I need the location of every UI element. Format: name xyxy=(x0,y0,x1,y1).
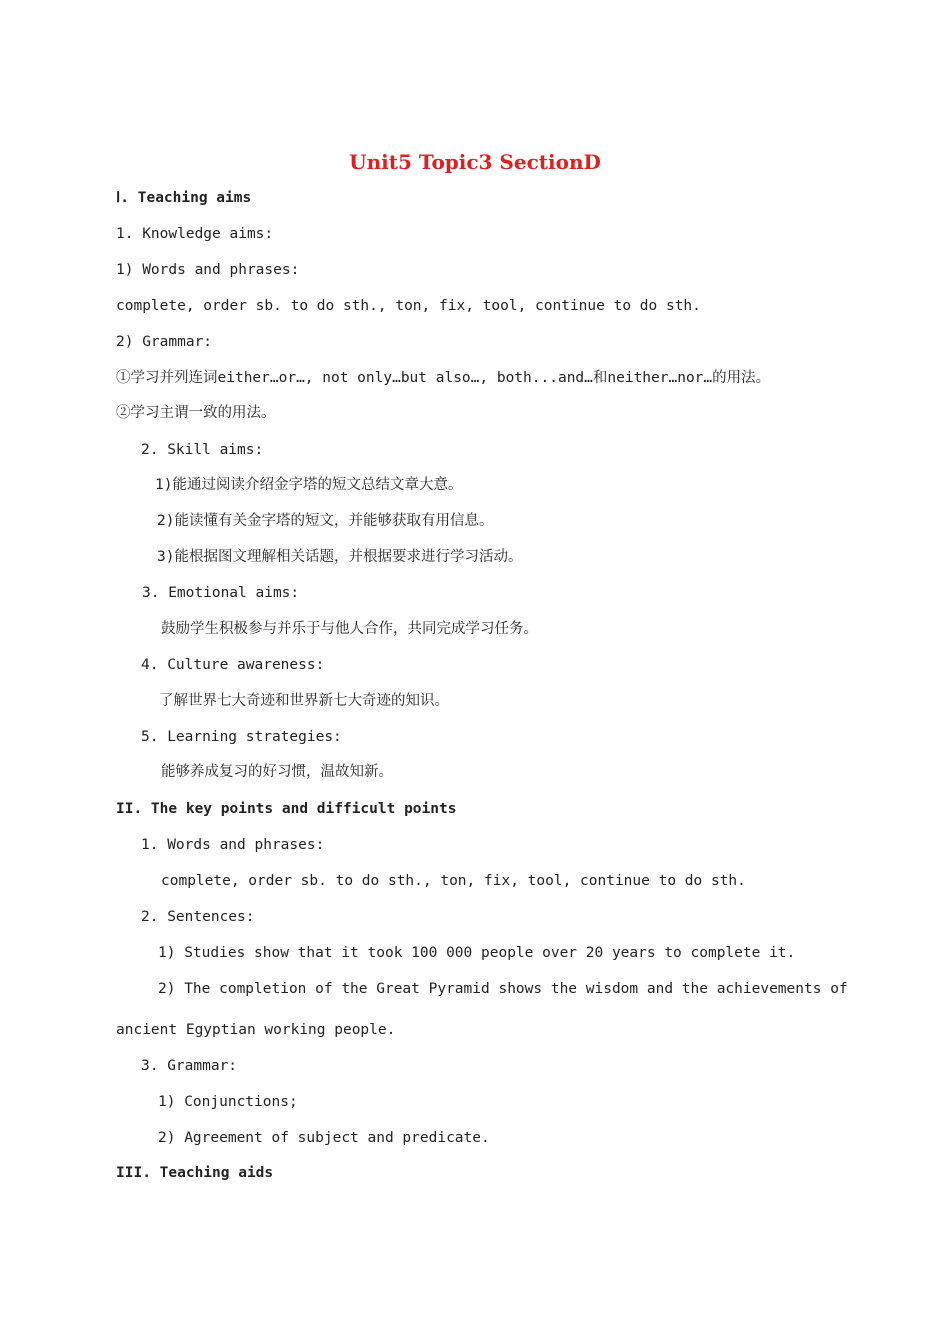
grammar-item-1: ①学习并列连词either…or…, not only…but also…, both...and…和neither…nor…的用法。 xyxy=(116,370,771,386)
skill-item-2: 2)能读懂有关金字塔的短文，并能够获取有用信息。 xyxy=(157,513,494,529)
sentences-label: 2. Sentences: xyxy=(141,909,255,925)
key-grammar-item-2: 2) Agreement of subject and predicate. xyxy=(158,1130,490,1146)
page-title: Unit5 Topic3 SectionD xyxy=(349,150,601,174)
grammar-item-2: ②学习主谓一致的用法。 xyxy=(116,405,276,421)
sentence-item-1: 1) Studies show that it took 100 000 people over 20 years to complete it. xyxy=(158,945,796,961)
skill-item-3: 3)能根据图文理解相关话题，并根据要求进行学习活动。 xyxy=(157,549,523,565)
learning-strategies-label: 5. Learning strategies: xyxy=(141,729,342,745)
section-heading-key-points: II. The key points and difficult points xyxy=(116,801,457,817)
sentence-item-2-continued: ancient Egyptian working people. xyxy=(116,1022,396,1038)
key-words-text: complete, order sb. to do sth., ton, fix, tool, continue to do sth. xyxy=(161,873,746,889)
skill-item-1: 1)能通过阅读介绍金字塔的短文总结文章大意。 xyxy=(155,477,463,493)
key-grammar-item-1: 1) Conjunctions; xyxy=(158,1094,298,1110)
grammar-label: 2) Grammar: xyxy=(116,334,213,350)
culture-awareness-label: 4. Culture awareness: xyxy=(141,657,325,673)
culture-awareness-text: 了解世界七大奇迹和世界新七大奇迹的知识。 xyxy=(159,693,449,709)
section-heading-teaching-aims: Ⅰ. Teaching aims xyxy=(116,190,252,206)
emotional-aims-label: 3. Emotional aims: xyxy=(142,585,300,601)
learning-strategies-text: 能够养成复习的好习惯，温故知新。 xyxy=(161,764,393,780)
section-heading-teaching-aids: III. Teaching aids xyxy=(116,1165,274,1181)
sentence-item-2: 2) The completion of the Great Pyramid shows the wisdom and the achievements of xyxy=(158,981,848,997)
skill-aims-label: 2. Skill aims: xyxy=(141,442,264,458)
words-phrases-label: 1) Words and phrases: xyxy=(116,262,300,278)
emotional-aims-text: 鼓励学生积极参与并乐于与他人合作，共同完成学习任务。 xyxy=(161,621,538,637)
words-phrases-text: complete, order sb. to do sth., ton, fix, tool, continue to do sth. xyxy=(116,298,701,314)
key-grammar-label: 3. Grammar: xyxy=(141,1058,238,1074)
knowledge-aims-label: 1. Knowledge aims: xyxy=(116,226,274,242)
key-words-label: 1. Words and phrases: xyxy=(141,837,325,853)
